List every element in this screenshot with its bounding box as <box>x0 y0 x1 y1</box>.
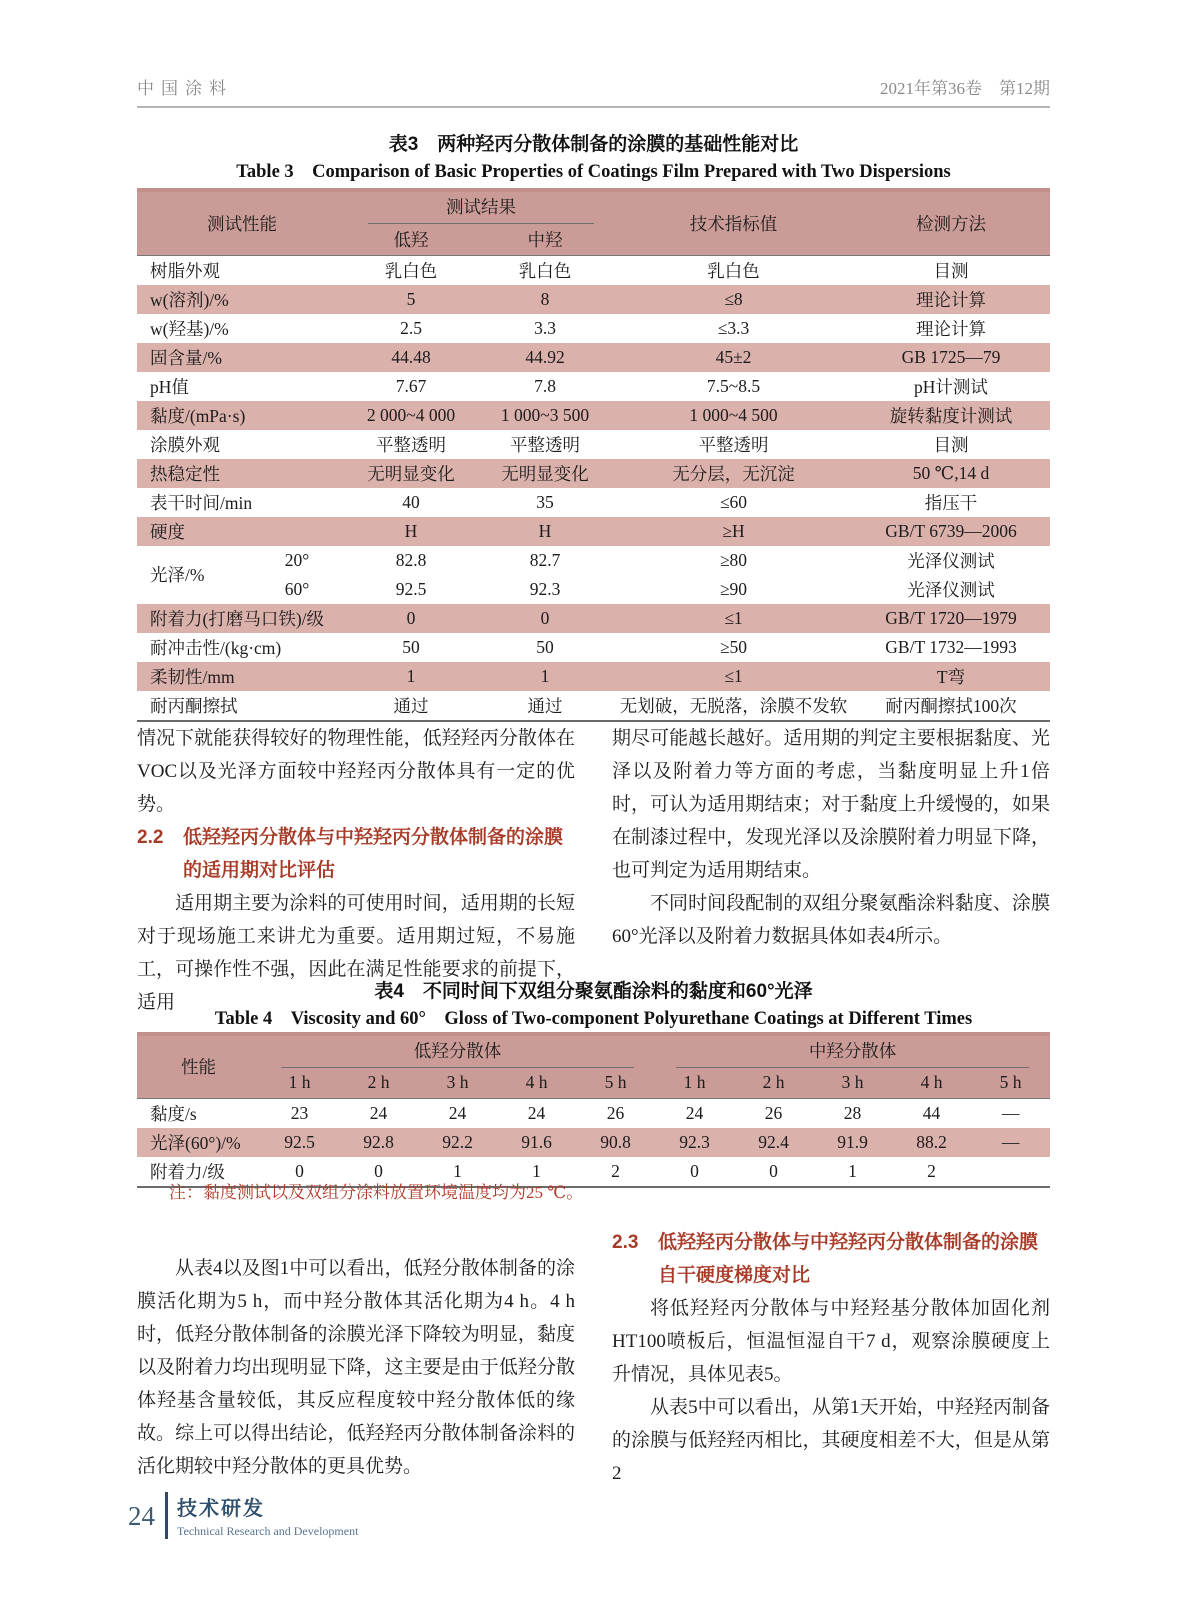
value-cell: 24 <box>448 1102 467 1123</box>
value-cell: 2.5 <box>400 317 422 338</box>
property-cell: 表干时间/min <box>150 492 253 513</box>
paragraph: 情况下就能获得较好的物理性能，低羟羟丙分散体在VOC以及光泽方面较中羟羟丙分散体具有一定的优势。 <box>137 728 575 815</box>
value-cell: 82.7 <box>529 549 561 570</box>
spec-cell: ≤3.3 <box>717 317 750 338</box>
property-cell: w(羟基)/% <box>150 318 229 339</box>
property-cell: 黏度/(mPa·s) <box>137 401 347 430</box>
property-cell: 耐丙酮擦拭 <box>150 695 238 716</box>
spec-cell: ≤1 <box>615 604 852 633</box>
method-cell: 光泽仪测试 <box>907 579 995 600</box>
value-cell: 乳白色 <box>518 260 572 281</box>
paragraph: 从表5中可以看出，从第1天开始，中羟羟丙制备的涂膜与低羟羟丙相比，其硬度相差不大，但是从第2 <box>612 1397 1050 1484</box>
value-cell: 50 <box>536 636 554 657</box>
time-header: 5 h <box>576 1068 655 1098</box>
right-column <box>612 1226 1050 1490</box>
page-number: 24 <box>128 1501 155 1531</box>
spec-cell: ≤1 <box>615 662 852 691</box>
table-row <box>137 343 1050 372</box>
footer-section-en: Technical Research and Development <box>177 1524 359 1538</box>
time-header: 5 h <box>971 1068 1050 1098</box>
value-cell: 88.2 <box>892 1128 971 1157</box>
value-cell: 92.2 <box>418 1128 497 1157</box>
value-cell: 通过 <box>527 695 563 716</box>
footer-divider <box>165 1492 168 1539</box>
value-cell: 35 <box>536 491 554 512</box>
value-cell: 0 <box>347 604 475 633</box>
spec-cell: 无划破，无脱落，涂膜不发软 <box>619 695 848 716</box>
spec-cell: ≥H <box>615 517 852 546</box>
time-header: 3 h <box>418 1068 497 1098</box>
section-title: 低羟羟丙分散体与中羟羟丙分散体制备的涂膜的适用期对比评估 <box>183 827 564 881</box>
journal-name: 中国涂料 <box>137 79 233 98</box>
table3-header-row1 <box>137 190 1050 224</box>
page-footer <box>128 1492 358 1539</box>
spec-cell: ≥80 <box>719 549 748 570</box>
method-cell: T弯 <box>852 662 1050 691</box>
value-cell: — <box>971 1128 1050 1157</box>
property-cell: 涂膜外观 <box>150 434 220 455</box>
issue-info: 2021年第36卷 第12期 <box>880 79 1050 98</box>
spec-cell: 乳白色 <box>707 260 760 281</box>
method-cell: 耐丙酮擦拭100次 <box>885 695 1017 716</box>
value-cell: 5 <box>347 285 475 314</box>
property-cell: 黏度/s <box>150 1103 197 1124</box>
value-cell: 23 <box>290 1102 309 1123</box>
value-cell: 8 <box>475 285 615 314</box>
method-cell: GB/T 6739—2006 <box>852 517 1050 546</box>
method-cell: 目测 <box>933 434 969 455</box>
section-number: 2.2 <box>137 827 164 848</box>
section-number: 2.3 <box>612 1232 639 1253</box>
value-cell: — <box>1001 1102 1020 1123</box>
value-cell: 2 000~4 000 <box>347 401 475 430</box>
table4-title-cn: 表4 不同时间下双组分聚氨酯涂料的黏度和60°光泽 <box>374 981 813 1002</box>
mid-text-section <box>137 722 1050 1019</box>
property-cell: 硬度 <box>137 517 347 546</box>
value-cell: 平整透明 <box>376 434 446 455</box>
table-row <box>137 430 1050 459</box>
table4-title-en: Table 4 Viscosity and 60° Gloss of Two-component Polyurethane Coatings at Different Times <box>214 1009 973 1029</box>
value-cell: 乳白色 <box>384 260 438 281</box>
method-cell: 旋转黏度计测试 <box>852 401 1050 430</box>
property-cell: pH值 <box>150 376 189 397</box>
value-cell: 26 <box>606 1102 625 1123</box>
value-cell: 无明显变化 <box>475 459 615 488</box>
table-row <box>137 575 1050 604</box>
value-cell: 2 <box>611 1160 620 1181</box>
value-cell: 26 <box>764 1102 783 1123</box>
table-row <box>137 285 1050 314</box>
table-row <box>137 459 1050 488</box>
section-title: 低羟羟丙分散体与中羟羟丙分散体制备的涂膜自干硬度梯度对比 <box>658 1232 1039 1286</box>
table-row <box>137 1128 1050 1157</box>
footer-section-cn: 技术研发 <box>177 1498 265 1520</box>
time-header: 2 h <box>339 1068 418 1098</box>
spec-cell: ≥50 <box>719 636 748 657</box>
col-header-method: 检测方法 <box>852 190 1050 255</box>
method-cell: 光泽仪测试 <box>907 550 995 571</box>
value-cell: 40 <box>402 491 420 512</box>
value-cell: H <box>475 517 615 546</box>
table-row <box>137 691 1050 721</box>
bottom-text-section <box>137 1226 1050 1490</box>
value-cell: 44.48 <box>347 343 475 372</box>
value-cell: 2 <box>927 1160 936 1181</box>
value-cell: 0 <box>295 1160 304 1181</box>
paragraph: 不同时间段配制的双组分聚氨酯涂料黏度、涂膜60°光泽以及附着力数据具体如表4所示。 <box>612 893 1050 947</box>
property-cell: 固含量/% <box>137 343 347 372</box>
left-column <box>137 722 575 1019</box>
time-header: 1 h <box>260 1068 339 1098</box>
property-cell: 光泽/% <box>150 565 205 585</box>
col-header-property: 性能 <box>137 1034 260 1098</box>
value-cell: H <box>347 517 475 546</box>
property-cell: 树脂外观 <box>150 260 220 281</box>
table-row <box>137 662 1050 691</box>
footer-section <box>177 1492 358 1539</box>
value-cell: 7.8 <box>534 375 556 396</box>
table-row <box>137 1098 1050 1128</box>
value-cell: 82.8 <box>395 549 427 570</box>
property-cell: 热稳定性 <box>137 459 347 488</box>
method-cell: 理论计算 <box>852 285 1050 314</box>
value-cell: 0 <box>690 1160 699 1181</box>
sub-property-cell: 60° <box>284 578 310 599</box>
method-cell: GB/T 1732—1993 <box>885 636 1017 657</box>
spec-cell: ≤8 <box>615 285 852 314</box>
value-cell: 24 <box>527 1102 546 1123</box>
spec-cell: 1 000~4 500 <box>615 401 852 430</box>
property-cell: 光泽(60°)/% <box>137 1128 260 1157</box>
value-cell: 44.92 <box>475 343 615 372</box>
value-cell: 92.5 <box>260 1128 339 1157</box>
property-cell: 附着力/级 <box>150 1161 225 1182</box>
spec-cell: 45±2 <box>615 343 852 372</box>
col-header-group-mid: 中羟分散体 <box>655 1034 1050 1068</box>
value-cell: 91.6 <box>497 1128 576 1157</box>
value-cell: 0 <box>374 1160 383 1181</box>
paragraph: 期尽可能越长越好。适用期的判定主要根据黏度、光泽以及附着力等方面的考虑，当黏度明显上升1倍时，可认为适用期结束；对于黏度上升缓慢的，如果在制漆过程中，发现光泽以及涂膜附着力明显下降，也可判定为适用期结束。 <box>612 728 1050 881</box>
method-cell: 目测 <box>933 260 969 281</box>
table4-header-row1 <box>137 1034 1050 1068</box>
spec-cell: 平整透明 <box>698 434 769 455</box>
table-row <box>137 517 1050 546</box>
value-cell: 92.5 <box>395 578 427 599</box>
section-heading-2-2 <box>137 821 575 887</box>
value-cell: 92.4 <box>734 1128 813 1157</box>
value-cell: 28 <box>843 1102 862 1123</box>
method-cell: 50 ℃,14 d <box>852 459 1050 488</box>
value-cell: 1 <box>532 1160 541 1181</box>
value-cell: 1 <box>453 1160 462 1181</box>
value-cell: 50 <box>402 636 420 657</box>
section-heading-2-3 <box>612 1226 1050 1292</box>
value-cell: 91.9 <box>813 1128 892 1157</box>
table-row <box>137 314 1050 343</box>
method-cell: pH计测试 <box>914 376 988 397</box>
table4-header-row2 <box>137 1068 1050 1098</box>
col-header-low: 低羟 <box>347 224 475 255</box>
paragraph: 适用期主要为涂料的可使用时间，适用期的长短对于现场施工来讲尤为重要。适用期过短，不易施工，可操作性不强，因此在满足性能要求的前提下，适用 <box>137 893 575 1013</box>
table-row <box>137 401 1050 430</box>
value-cell: 平整透明 <box>510 434 580 455</box>
value-cell: 通过 <box>393 695 429 716</box>
value-cell: 90.8 <box>576 1128 655 1157</box>
time-header: 1 h <box>655 1068 734 1098</box>
method-cell: 指压干 <box>924 492 978 513</box>
table3 <box>137 188 1050 722</box>
time-header: 4 h <box>497 1068 576 1098</box>
value-cell: 0 <box>475 604 615 633</box>
value-cell: 3.3 <box>534 317 556 338</box>
paragraph: 将低羟羟丙分散体与中羟羟基分散体加固化剂HT100喷板后，恒温恒湿自干7 d，观察涂膜硬度上升情况，具体见表5。 <box>612 1298 1050 1385</box>
page-header <box>137 74 1050 108</box>
col-header-property: 测试性能 <box>137 190 347 255</box>
table-row <box>137 633 1050 662</box>
spec-cell: ≤60 <box>719 491 748 512</box>
table-row <box>137 255 1050 285</box>
table-row <box>137 604 1050 633</box>
property-cell: 柔韧性/mm <box>137 662 347 691</box>
col-header-group-low: 低羟分散体 <box>260 1034 655 1068</box>
value-cell: 92.8 <box>339 1128 418 1157</box>
method-cell: 理论计算 <box>916 318 986 339</box>
table3-title-en: Table 3 Comparison of Basic Properties of Coatings Film Prepared with Two Dispersions <box>236 162 951 182</box>
table-row <box>137 488 1050 517</box>
table-row <box>137 546 1050 575</box>
col-header-mid: 中羟 <box>475 224 615 255</box>
left-column <box>137 1226 575 1490</box>
value-cell: 无明显变化 <box>347 459 475 488</box>
sub-property-cell: 20° <box>284 549 310 570</box>
method-cell: GB 1725—79 <box>852 343 1050 372</box>
value-cell: 1 <box>347 662 475 691</box>
property-cell: 附着力(打磨马口铁)/级 <box>137 604 347 633</box>
time-header: 3 h <box>813 1068 892 1098</box>
value-cell: 1 <box>475 662 615 691</box>
table3-title-cn: 表3 两种羟丙分散体制备的涂膜的基础性能对比 <box>388 134 799 155</box>
value-cell: 92.3 <box>529 578 561 599</box>
time-header: 4 h <box>892 1068 971 1098</box>
value-cell: 44 <box>922 1102 941 1123</box>
value-cell: 1 000~3 500 <box>475 401 615 430</box>
spec-cell: ≥90 <box>719 578 748 599</box>
spec-cell: 7.5~8.5 <box>706 375 761 396</box>
property-cell: 耐冲击性/(kg·cm) <box>150 637 282 658</box>
col-header-result-group: 测试结果 <box>347 190 615 224</box>
table-note: 注：黏度测试以及双组分涂料放置环境温度均为25 ℃。 <box>169 1183 584 1202</box>
right-column <box>612 722 1050 1019</box>
value-cell: 24 <box>685 1102 704 1123</box>
table-row <box>137 372 1050 401</box>
value-cell: 7.67 <box>395 375 427 396</box>
time-header: 2 h <box>734 1068 813 1098</box>
value-cell: 92.3 <box>655 1128 734 1157</box>
value-cell: 1 <box>848 1160 857 1181</box>
spec-cell: 无分层，无沉淀 <box>615 459 852 488</box>
method-cell: GB/T 1720—1979 <box>852 604 1050 633</box>
value-cell: 24 <box>369 1102 388 1123</box>
table4 <box>137 1032 1050 1188</box>
property-cell: w(溶剂)/% <box>137 285 347 314</box>
paragraph: 从表4以及图1中可以看出，低羟分散体制备的涂膜活化期为5 h，而中羟分散体其活化期为4 h。4 h时，低羟分散体制备的涂膜光泽下降较为明显，黏度以及附着力均出现明显下降，这主要是由于低羟分散体羟基含量较低，其反应程度较中羟分散体低的缘故。综上可以得出结论，低羟羟丙分散体制备涂料的活化期较中羟分散体的更具优势。 <box>137 1258 575 1477</box>
value-cell: 0 <box>769 1160 778 1181</box>
col-header-spec: 技术指标值 <box>615 190 852 255</box>
